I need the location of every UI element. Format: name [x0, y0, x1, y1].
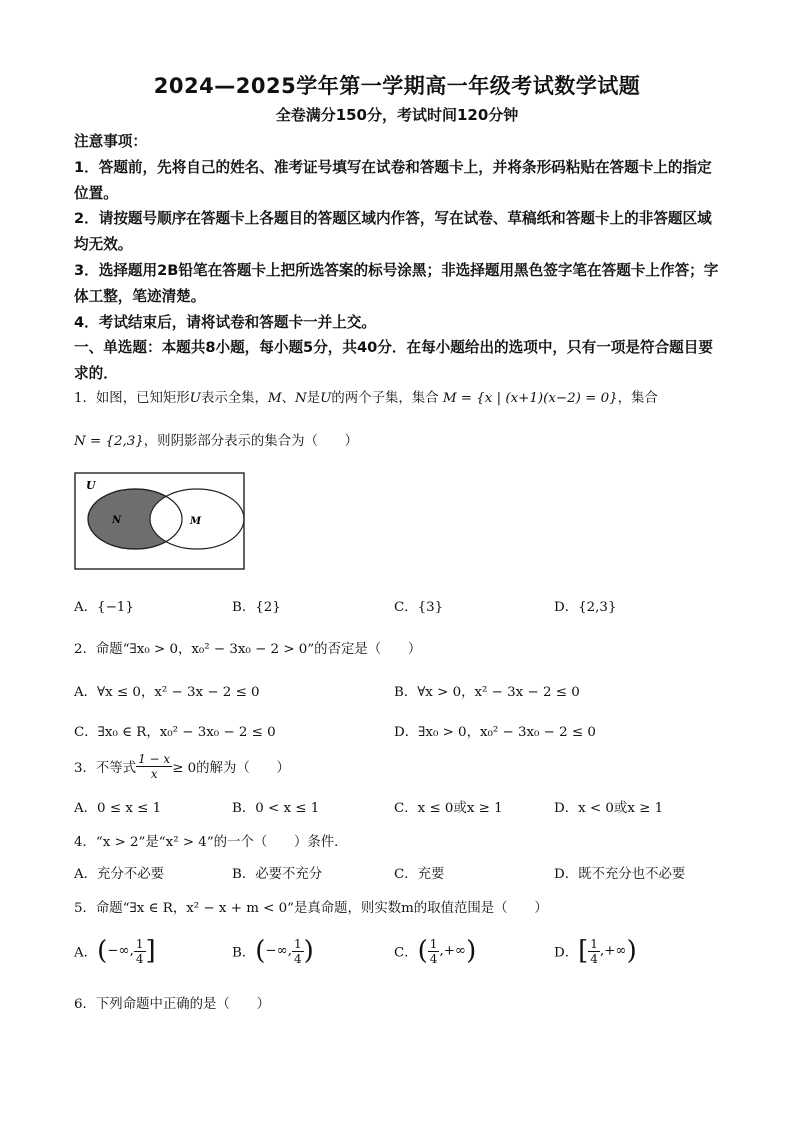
q1-set-m: M = {x | (x+1)(x−2) = 0}	[442, 391, 618, 406]
q5-d-fraction	[588, 937, 600, 966]
q5-b-left: −∞,	[265, 943, 293, 959]
q3-fraction	[136, 752, 172, 781]
q5-d-den: 4	[590, 951, 598, 966]
q1-option-b[interactable]: B．{2}	[232, 600, 281, 615]
q4-option-a[interactable]: A．充分不必要	[74, 867, 165, 882]
q2-option-d[interactable]: D．∃x₀ > 0，x₀² − 3x₀ − 2 ≤ 0	[394, 725, 596, 740]
q5-d-right: ,+∞	[599, 943, 627, 959]
q5-c-close: )	[466, 936, 477, 966]
q1-option-a[interactable]: A．{−1}	[74, 600, 134, 615]
q5-option-c[interactable]	[394, 936, 476, 966]
q5-b-label: B．	[232, 945, 256, 961]
question-2-stem: 2．命题“∃x₀ > 0，x₀² − 3x₀ − 2 > 0”的否定是（ ）	[74, 642, 422, 657]
instructions	[74, 129, 724, 387]
question-1-line-1	[74, 387, 658, 406]
q4-option-b[interactable]: B．必要不充分	[232, 867, 323, 882]
q1-option-d[interactable]: D．{2,3}	[554, 600, 617, 615]
q1-text: 1．如图，已知矩形	[74, 391, 190, 406]
q5-b-close: )	[303, 936, 314, 966]
section-heading: 一、单选题：本题共8小题，每小题5分，共40分．在每小题给出的选项中，只有一项是符合题目要求的．	[74, 339, 713, 383]
label-u: U	[86, 479, 96, 492]
q5-option-a[interactable]	[74, 936, 156, 966]
q1-text: ，集合	[617, 391, 658, 406]
q3-text: 3．不等式	[74, 761, 137, 776]
q5-c-open: (	[417, 936, 428, 966]
q5-option-b[interactable]	[232, 936, 314, 966]
q5-b-num: 1	[294, 936, 302, 951]
q5-a-num: 1	[135, 936, 144, 951]
question-5-stem: 5．命题“∃x ∈ R，x² − x + m < 0”是真命题，则实数m的取值范围是（ ）	[74, 901, 548, 916]
q1-text: 、	[281, 391, 296, 406]
q3-text: ≥ 0的解为（ ）	[172, 761, 290, 776]
q1-var: N	[295, 391, 307, 406]
q3-option-a[interactable]: A．0 ≤ x ≤ 1	[74, 801, 162, 816]
q1-text: 是	[306, 391, 321, 406]
q5-a-close: ]	[145, 936, 156, 966]
instruction-item: 4．考试结束后，请将试卷和答题卡一并上交。	[74, 313, 377, 331]
q5-d-open: [	[578, 936, 589, 966]
q2-option-b[interactable]: B．∀x > 0，x² − 3x − 2 ≤ 0	[394, 685, 580, 700]
q1-option-c[interactable]: C．{3}	[394, 600, 444, 615]
q3-fraction-numerator: 1 − x	[138, 752, 171, 766]
q5-a-left: −∞,	[107, 943, 134, 959]
q3-option-c[interactable]: C．x ≤ 0或x ≥ 1	[394, 801, 503, 816]
q1-var: U	[320, 391, 332, 406]
instruction-item: 2．请按题号顺序在答题卡上各题目的答题区域内作答，写在试卷、草稿纸和答题卡上的非答题区域均无效。	[74, 210, 712, 254]
q5-c-right: ,+∞	[439, 943, 467, 959]
q5-a-fraction	[134, 937, 146, 966]
q5-d-label: D．	[554, 945, 579, 961]
q5-b-fraction	[292, 937, 304, 966]
q1-text: 的两个子集，集合	[331, 391, 439, 406]
label-m: M	[190, 516, 202, 527]
venn-diagram	[74, 472, 246, 571]
exam-title: 2024—2025学年第一学期高一年级考试数学试题	[153, 74, 641, 98]
question-1-line-2	[74, 430, 358, 449]
q4-option-d[interactable]: D．既不充分也不必要	[554, 867, 686, 882]
q5-d-close: )	[626, 936, 637, 966]
q1-text: ，则阴影部分表示的集合为（ ）	[143, 434, 359, 449]
q5-c-num: 1	[429, 936, 438, 951]
q5-a-label: A．	[74, 945, 98, 961]
q5-b-den: 4	[294, 951, 302, 966]
q4-option-c[interactable]: C．充要	[394, 867, 445, 882]
q1-set-n: N = {2,3}	[74, 434, 144, 449]
q1-var: U	[189, 391, 201, 406]
question-3-stem	[74, 752, 290, 781]
q2-option-a[interactable]: A．∀x ≤ 0，x² − 3x − 2 ≤ 0	[74, 685, 260, 700]
label-n: N	[112, 515, 122, 526]
q1-text: 表示全集，	[200, 391, 268, 406]
q1-var: M	[267, 391, 282, 406]
q5-a-open: (	[97, 936, 108, 966]
instructions-heading: 注意事项：	[74, 133, 147, 150]
q2-option-c[interactable]: C．∃x₀ ∈ R，x₀² − 3x₀ − 2 ≤ 0	[74, 725, 276, 740]
q5-c-den: 4	[429, 951, 438, 966]
q5-d-num: 1	[590, 936, 598, 951]
q5-a-den: 4	[135, 951, 144, 966]
q5-b-open: (	[255, 936, 266, 966]
q5-c-label: C．	[394, 945, 418, 961]
instruction-item: 3．选择题用2B铅笔在答题卡上把所选答案的标号涂黑；非选择题用黑色签字笔在答题卡上作答；字体工整，笔迹清楚。	[74, 261, 719, 305]
q3-option-d[interactable]: D．x < 0或x ≥ 1	[554, 801, 664, 816]
instruction-item: 1．答题前，先将自己的姓名、准考证号填写在试卷和答题卡上，并将条形码粘贴在答题卡上的指定位置。	[74, 158, 712, 202]
q5-option-d[interactable]	[554, 936, 637, 966]
q3-option-b[interactable]: B．0 < x ≤ 1	[232, 801, 320, 816]
q3-fraction-denominator: x	[150, 767, 158, 781]
exam-subtitle: 全卷满分150分，考试时间120分钟	[275, 106, 519, 124]
question-4-stem: 4．“x > 2”是“x² > 4”的一个（ ）条件．	[74, 835, 348, 850]
question-6-stem: 6．下列命题中正确的是（ ）	[74, 997, 270, 1012]
q5-c-fraction	[428, 937, 440, 966]
